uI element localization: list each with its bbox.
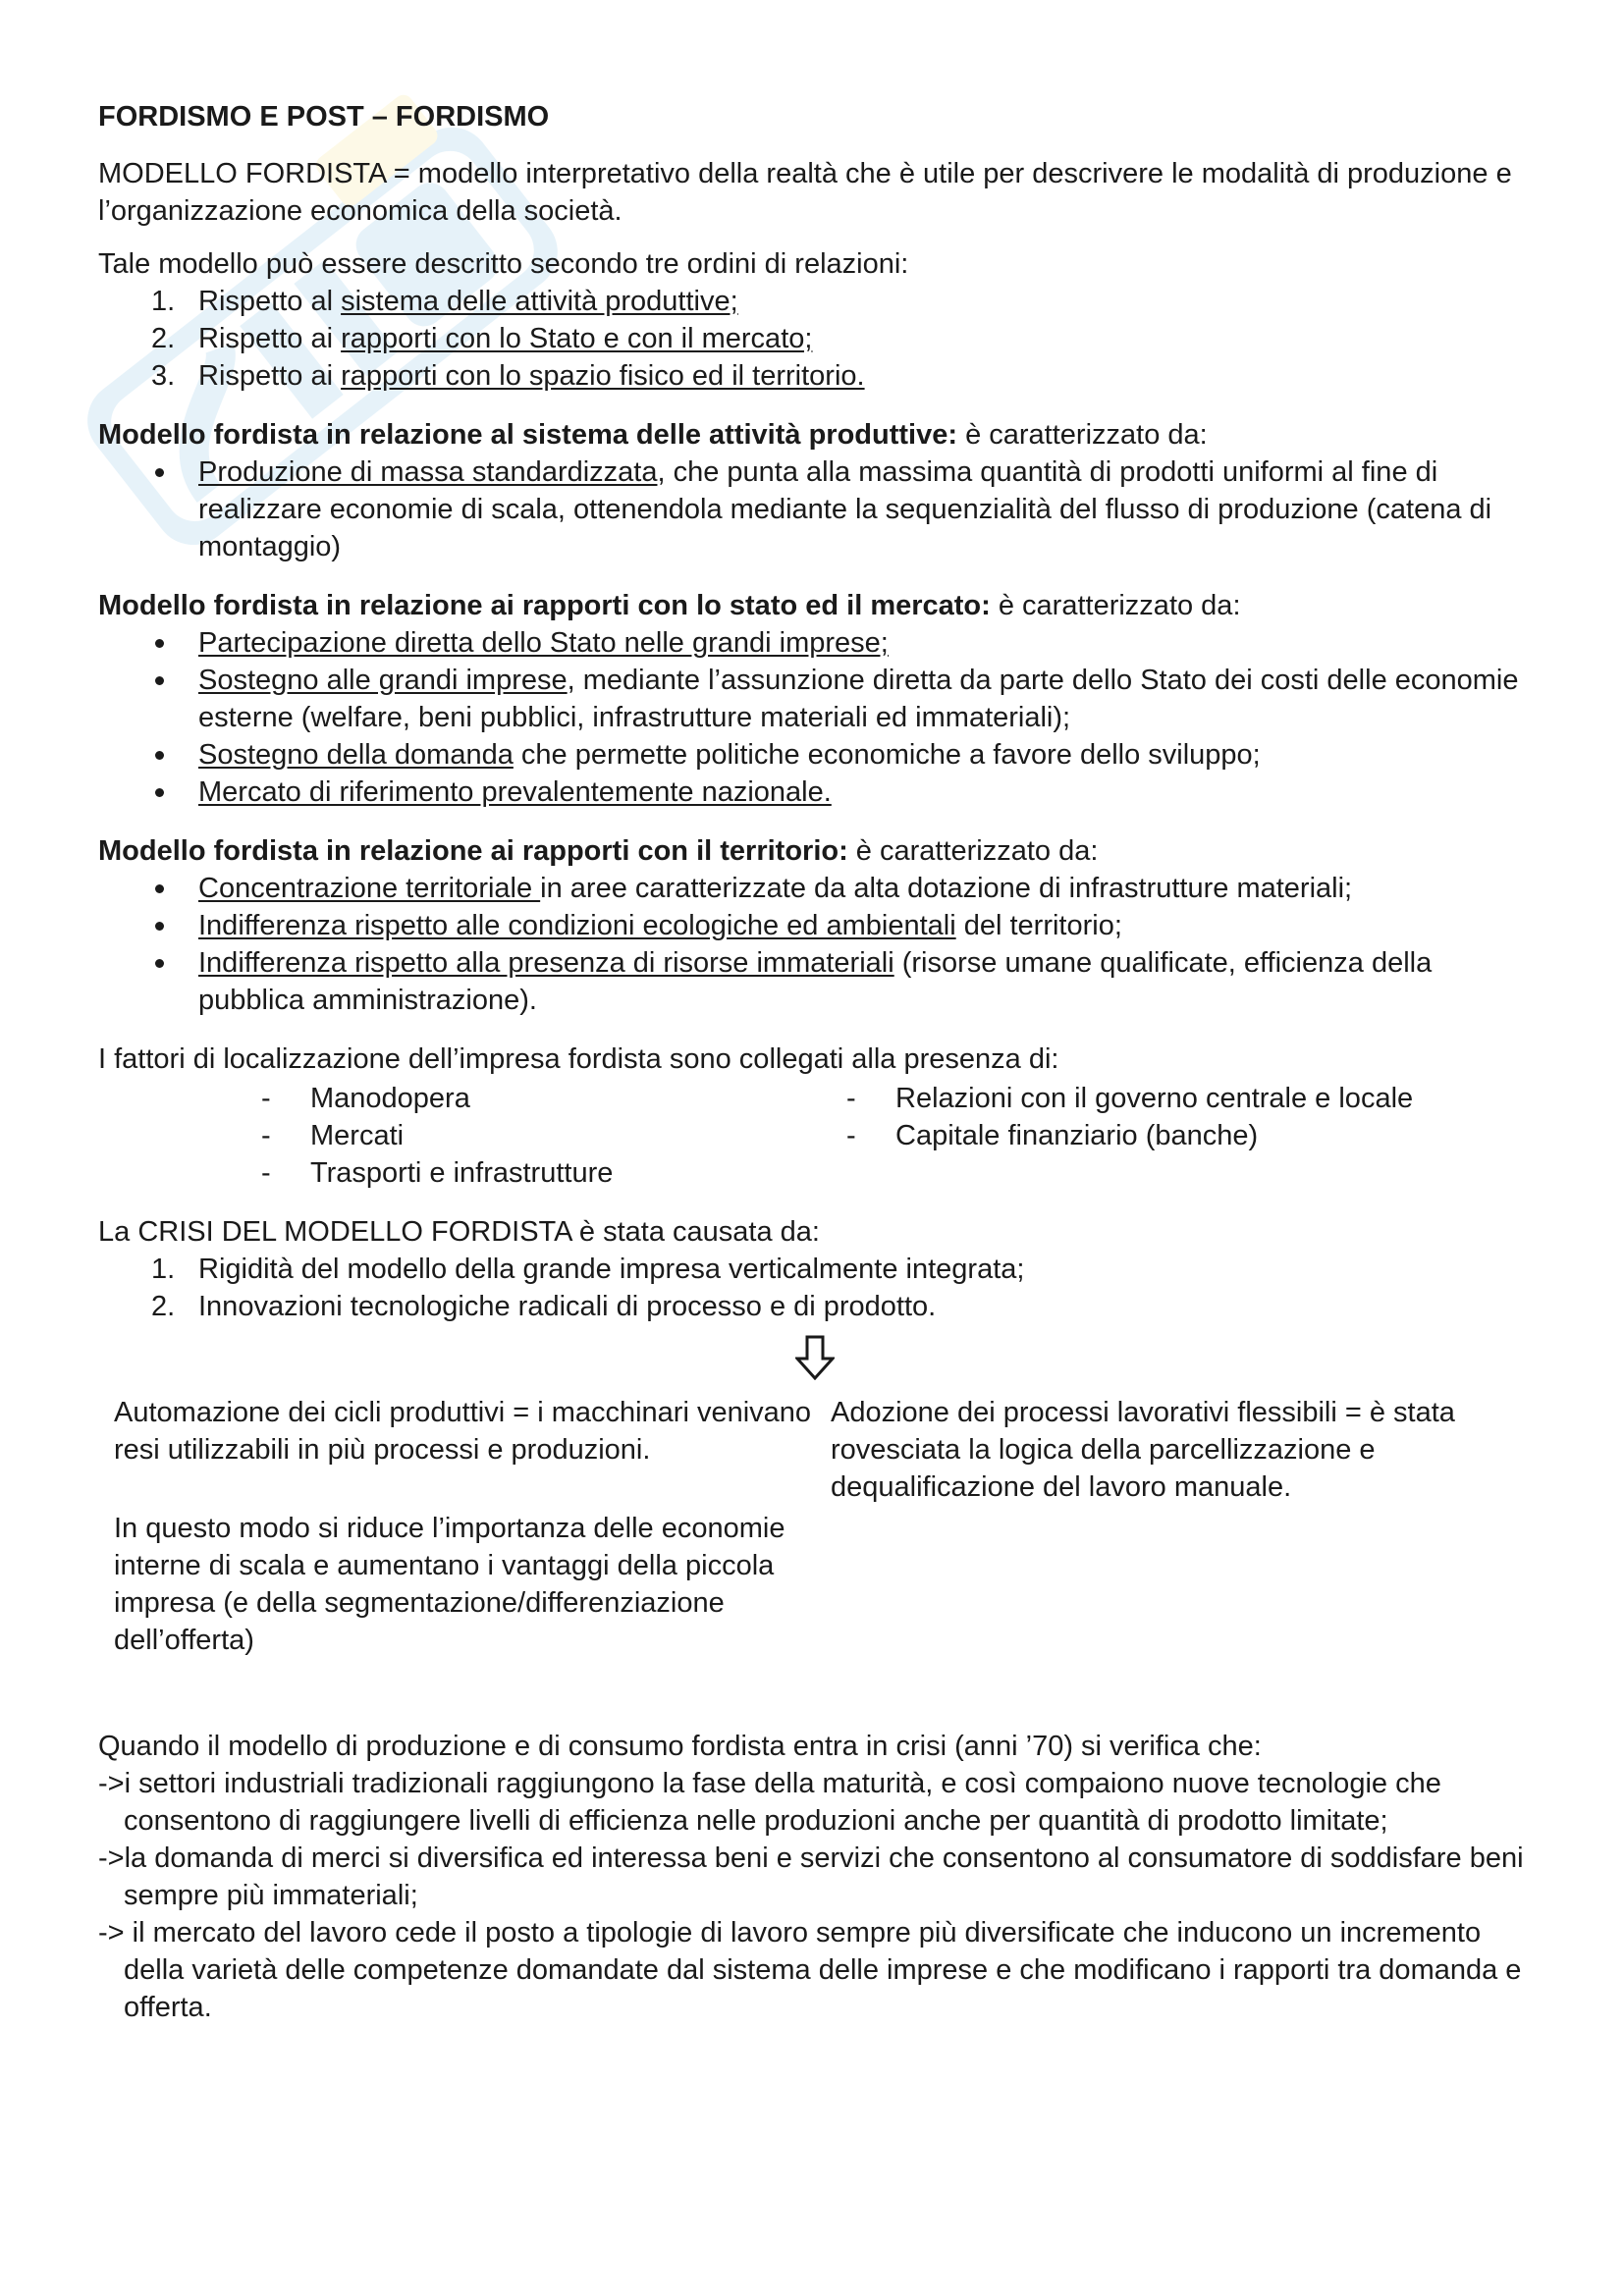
list-item: - Manodopera bbox=[261, 1083, 470, 1114]
factors-columns bbox=[98, 1080, 1532, 1192]
list-item: Sostegno alle grandi imprese, mediante l’assunzione diretta da parte dello Stato dei costi delle economie esterne (welfare, beni pubblici, infrastrutture materiali ed immateriali); bbox=[98, 662, 1532, 736]
bullet-icon bbox=[155, 922, 164, 931]
list-item: Indifferenza rispetto alla presenza di risorse immateriali (risorse umane qualificate, efficienza della pubblica amministrazione). bbox=[98, 944, 1532, 1019]
list-item: 1. Rigidità del modello della grande impresa verticalmente integrata; bbox=[98, 1251, 1532, 1288]
item-number: 3. bbox=[151, 360, 176, 392]
bullet-icon bbox=[155, 639, 164, 648]
item-number: 1. bbox=[151, 1254, 176, 1285]
automation-text: Automazione dei cicli produttivi = i macchinari venivano resi utilizzabili in più processi e produzioni. bbox=[114, 1397, 812, 1466]
list-item: Indifferenza rispetto alle condizioni ecologiche ed ambientali del territorio; bbox=[98, 907, 1532, 944]
automation-effect-text: In questo modo si riduce l’importanza delle economie interne di scala e aumentano i vantaggi della piccola impresa (e della segmentazione/differenziazione dell’offerta) bbox=[114, 1513, 785, 1656]
list-item: - Relazioni con il governo centrale e locale bbox=[846, 1083, 1414, 1114]
relations-lead: Tale modello può essere descritto secondo tre ordini di relazioni: bbox=[98, 248, 909, 280]
bullet-icon bbox=[155, 468, 164, 477]
list-item: - Mercati bbox=[261, 1120, 405, 1151]
list-item: - Capitale finanziario (banche) bbox=[846, 1120, 1259, 1151]
list-item: 2. Rispetto ai rapporti con lo Stato e con il mercato; bbox=[98, 320, 1532, 357]
bullet-icon bbox=[155, 676, 164, 685]
list-item: Mercato di riferimento prevalentemente nazionale. bbox=[98, 774, 1532, 811]
closing-lead: Quando il modello di produzione e di consumo fordista entra in crisi (anni ’70) si verifica che: bbox=[98, 1731, 1262, 1762]
item-number: 2. bbox=[151, 1291, 176, 1322]
arrow-row bbox=[98, 1325, 1532, 1394]
bullet-icon bbox=[155, 751, 164, 760]
section-heading-state: Modello fordista in relazione ai rapporti con lo stato ed il mercato: è caratterizzato da: bbox=[98, 590, 1241, 621]
consequences-columns bbox=[98, 1394, 1532, 1659]
list-item: - Trasporti e infrastrutture bbox=[261, 1157, 614, 1189]
factors-right-list bbox=[815, 1080, 1532, 1192]
section-heading-production: Modello fordista in relazione al sistema delle attività produttive: è caratterizzato da: bbox=[98, 419, 1208, 451]
flexible-processes-text: Adozione dei processi lavorativi flessibili = è stata rovesciata la logica della parcellizzazione e dequalificazione del lavoro manuale. bbox=[831, 1397, 1455, 1503]
state-list bbox=[98, 624, 1532, 811]
consequence-right bbox=[815, 1394, 1532, 1659]
production-list bbox=[98, 454, 1532, 565]
crisis-lead: La CRISI DEL MODELLO FORDISTA è stata causata da: bbox=[98, 1216, 820, 1248]
bullet-icon bbox=[155, 788, 164, 797]
list-item: ->la domanda di merci si diversifica ed interessa beni e servizi che consentono al consumatore di soddisfare beni sempre più immateriali; bbox=[98, 1842, 1524, 1911]
list-item: -> il mercato del lavoro cede il posto a tipologie di lavoro sempre più diversificate che inducono un incremento della varietà delle competenze domandate dal sistema delle imprese e che modificano i rapporti tra domanda e offerta. bbox=[98, 1917, 1522, 2023]
bullet-icon bbox=[155, 959, 164, 968]
factors-lead: I fattori di localizzazione dell’impresa fordista sono collegati alla presenza di: bbox=[98, 1043, 1059, 1075]
list-item: 1. Rispetto al sistema delle attività produttive; bbox=[98, 283, 1532, 320]
list-item: Partecipazione diretta dello Stato nelle grandi imprese; bbox=[98, 624, 1532, 662]
model-definition: MODELLO FORDISTA = modello interpretativo della realtà che è utile per descrivere le modalità di produzione e l’organizzazione economica della società. bbox=[98, 158, 1512, 227]
list-item: Sostegno della domanda che permette politiche economiche a favore dello sviluppo; bbox=[98, 736, 1532, 774]
item-number: 1. bbox=[151, 286, 176, 317]
item-number: 2. bbox=[151, 323, 176, 354]
list-item: 2. Innovazioni tecnologiche radicali di processo e di prodotto. bbox=[98, 1288, 1532, 1325]
territory-list bbox=[98, 870, 1532, 1019]
list-item: Produzione di massa standardizzata, che punta alla massima quantità di prodotti uniformi al fine di realizzare economie di scala, ottenendola mediante la sequenzialità del flusso di produzione (catena di montaggio) bbox=[98, 454, 1532, 565]
bullet-icon bbox=[155, 884, 164, 893]
page-title: FORDISMO E POST – FORDISMO bbox=[98, 101, 550, 133]
factors-left-list bbox=[98, 1080, 815, 1192]
section-heading-territory: Modello fordista in relazione ai rapporti con il territorio: è caratterizzato da: bbox=[98, 835, 1099, 867]
arrow-down-icon bbox=[795, 1335, 835, 1380]
list-item: 3. Rispetto ai rapporti con lo spazio fisico ed il territorio. bbox=[98, 357, 1532, 395]
list-item: Concentrazione territoriale in aree caratterizzate da alta dotazione di infrastrutture materiali; bbox=[98, 870, 1532, 907]
crisis-causes-list bbox=[98, 1251, 1532, 1325]
relations-list bbox=[98, 283, 1532, 395]
list-item: ->i settori industriali tradizionali raggiungono la fase della maturità, e così compaiono nuove tecnologie che consentono di raggiungere livelli di efficienza nelle produzioni anche per quantità di prodotto limitate; bbox=[98, 1768, 1441, 1837]
consequence-left bbox=[98, 1394, 815, 1659]
